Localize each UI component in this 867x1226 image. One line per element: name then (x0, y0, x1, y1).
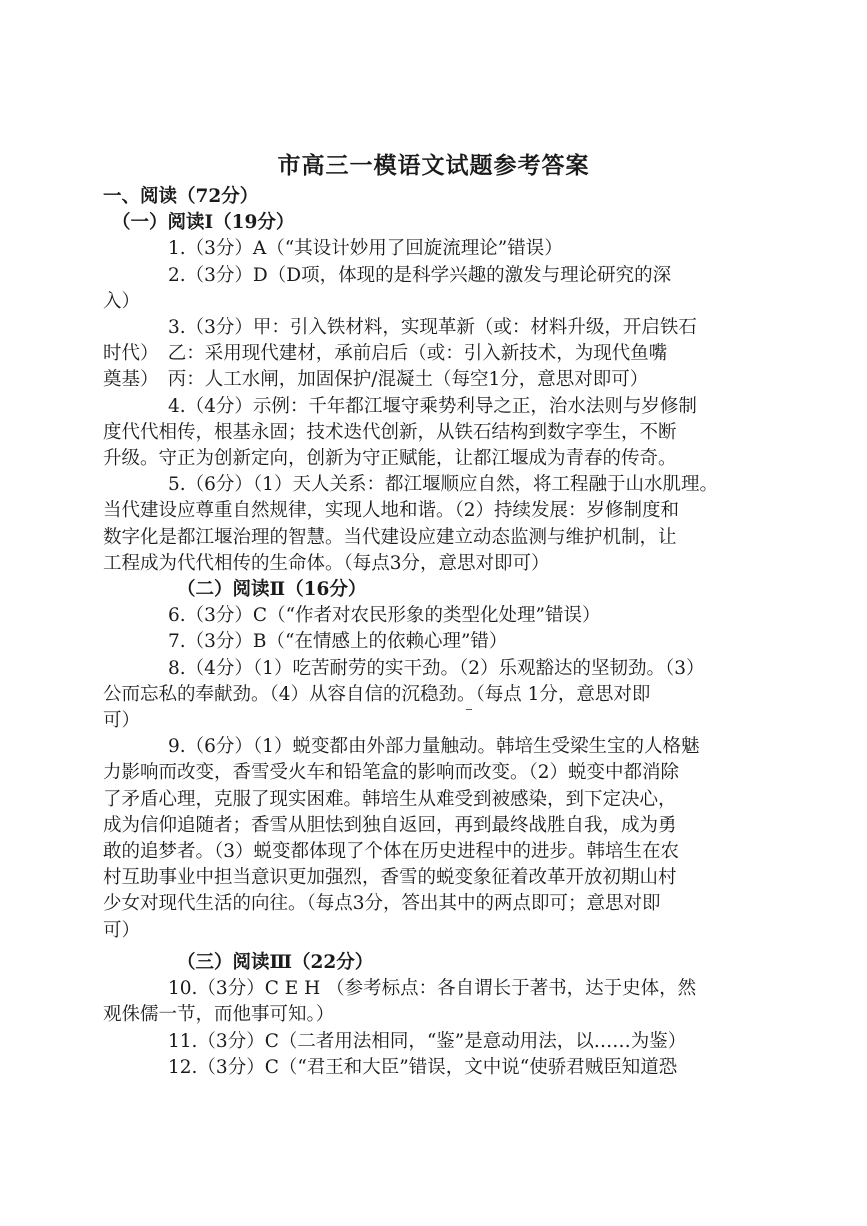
text-line: 奠基） 丙：人工水闸，加固保护/混凝土（每空1分，意思对即可） (103, 369, 649, 391)
text-line: 一、阅读（72分） (103, 186, 259, 207)
text-line: 时代） 乙：采用现代建材，承前启后（或：引入新技术，为现代鱼嘴 (103, 343, 668, 365)
text-line: 12.（3分）C（“君王和大臣”错误，文中说“使骄君贼臣知道恐 (168, 1056, 678, 1078)
text-line: 可） (103, 919, 141, 941)
text-line: （三）阅读Ⅲ（22分） (177, 951, 374, 973)
text-line: 度代代相传，根基永固；技术迭代创新，从铁石结构到数字孪生，不断 (103, 421, 677, 443)
document-title: 市高三一模语文试题参考答案 (277, 152, 590, 179)
text-line: 3.（3分）甲：引入铁材料，实现革新（或：材料升级，开启铁石 (168, 317, 697, 339)
text-line: 1.（3分）A（“其设计妙用了回旋流理论”错误） (168, 238, 563, 260)
text-line: 9.（6分）（1）蜕变都由外部力量触动。韩培生受梁生宝的人格魅 (168, 736, 700, 758)
text-line: 10.（3分）C E H （参考标点：各自谓长于著书，达于史体，然 (168, 978, 697, 1000)
text-line: 了矛盾心理，克服了现实困难。韩培生从难受到被感染，到下定决心， (103, 788, 677, 810)
text-line: 升级。守正为创新定向，创新为守正赋能，让都江堰成为青春的传奇。 (103, 448, 677, 470)
text-line: （二）阅读Ⅱ（16分） (177, 579, 367, 601)
text-line: 4.（4分）示例：千年都江堰守乘势利导之正，治水法则与岁修制 (168, 395, 697, 417)
text-line: 11.（3分）C（二者用法相同，“鉴”是意动用法，以……为鉴） (168, 1030, 687, 1052)
text-line: 数字化是都江堰治理的智慧。当代建设应建立动态监测与维护机制，让 (103, 526, 677, 548)
text-line: 观侏儒一节，而他事可知。） (103, 1004, 335, 1026)
text-line: 成为信仰追随者；香雪从胆怯到独自返回，再到最终战胜自我，成为勇 (103, 814, 677, 836)
text-line: 7.（3分）B（“在情感上的依赖心理”错） (168, 631, 508, 653)
text-line: 敢的追梦者。（3）蜕变都体现了个体在历史进程中的进步。韩培生在农 (103, 841, 680, 863)
text-line: 2.（3分）D（D项，体现的是科学兴趣的激发与理论研究的深 (168, 264, 672, 286)
text-line: 5.（6分）（1）天人关系：都江堰顺应自然，将工程融于山水肌理。 (168, 474, 718, 496)
text-line: 入） (103, 290, 141, 312)
stray-mark (466, 709, 472, 710)
text-line: 8.（4分）（1）吃苦耐劳的实干劲。（2）乐观豁达的坚韧劲。（3） (168, 657, 705, 679)
text-line: （一）阅读Ⅰ（19分） (112, 212, 295, 234)
text-line: 工程成为代代相传的生命体。（每点3分，意思对即可） (103, 552, 550, 574)
text-line: 村互助事业中担当意识更加强烈，香雪的蜕变象征着改革开放初期山村 (103, 867, 677, 889)
text-line: 可） (103, 710, 141, 732)
text-line: 6.（3分）C（“作者对农民形象的类型化处理”错误） (168, 605, 601, 627)
answer-content (103, 184, 743, 1081)
text-line: 力影响而改变，香雪受火车和铅笔盒的影响而改变。（2）蜕变中都消除 (103, 762, 680, 784)
text-line: 公而忘私的奉献劲。（4）从容自信的沉稳劲。（每点 1分，意思对即 (103, 683, 651, 705)
text-line: 少女对现代生活的向往。（每点3分，答出其中的两点即可；意思对即 (103, 893, 661, 915)
text-line: 当代建设应尊重自然规律，实现人地和谐。（2）持续发展：岁修制度和 (103, 500, 680, 522)
